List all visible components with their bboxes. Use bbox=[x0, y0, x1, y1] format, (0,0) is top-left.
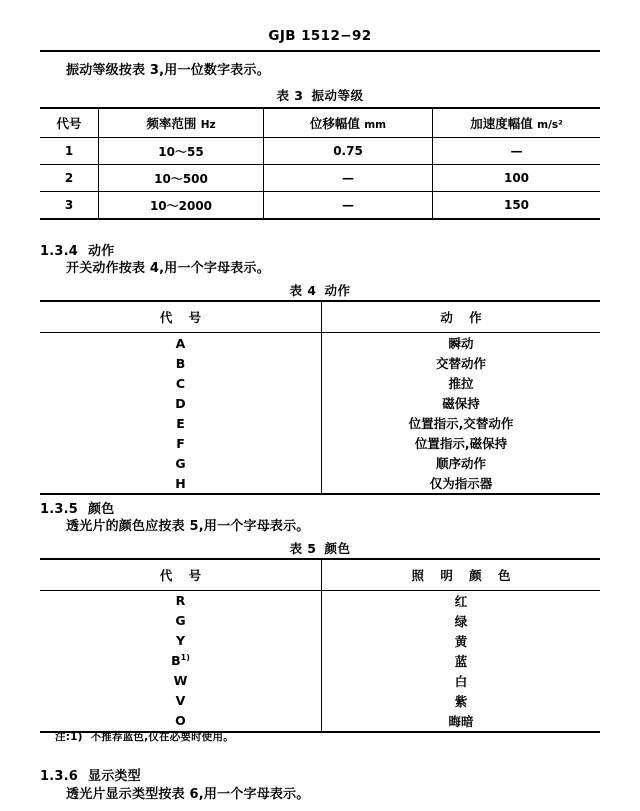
table3-col-header-acceleration-label: 加速度幅值 bbox=[470, 116, 533, 131]
table3-col-header-frequency-label: 频率范围 bbox=[146, 116, 197, 131]
table5-code-letter: Y bbox=[175, 633, 186, 649]
table4-cell-action: 瞬动 bbox=[448, 336, 474, 351]
table4-cell-code: A bbox=[40, 333, 322, 354]
table5-footnote-label: 注:1) bbox=[55, 731, 83, 743]
table4-cell-code: B bbox=[40, 353, 322, 373]
table5-cell-color: 红 bbox=[454, 594, 468, 609]
table5-header-row bbox=[40, 559, 600, 591]
table5-caption-title: 颜色 bbox=[324, 541, 351, 556]
table5-cell-code bbox=[40, 631, 322, 651]
section-134-paragraph: 开关动作按表 4,用一个字母表示。 bbox=[66, 261, 270, 276]
table5-head bbox=[40, 559, 600, 591]
table3-col-header-displacement-unit: mm bbox=[364, 119, 387, 131]
table3-cell-frequency: 10～500 bbox=[99, 165, 264, 192]
table3-col-header-displacement bbox=[264, 108, 433, 138]
table-row bbox=[40, 353, 600, 373]
table4-container bbox=[40, 300, 600, 495]
table5-caption bbox=[40, 539, 600, 557]
table4-cell-code: D bbox=[40, 393, 322, 413]
table3-caption-title: 振动等级 bbox=[311, 88, 364, 103]
table5-col-header-code: 代 号 bbox=[40, 559, 322, 591]
table3-cell-code: 3 bbox=[40, 192, 99, 220]
table-row bbox=[40, 433, 600, 453]
table3-col-header-displacement-label: 位移幅值 bbox=[309, 116, 360, 131]
table3-container bbox=[40, 107, 600, 220]
table5-cell-color: 绿 bbox=[454, 614, 468, 629]
table4-caption-number: 表 4 bbox=[289, 283, 317, 298]
table5-code-letter: O bbox=[175, 713, 186, 729]
table-row bbox=[40, 393, 600, 413]
table5-code-letter: V bbox=[175, 693, 186, 709]
table4-cell-action: 推拉 bbox=[448, 376, 474, 391]
table5-col-header-color: 照 明 颜 色 bbox=[322, 559, 601, 591]
table5-caption-number: 表 5 bbox=[289, 541, 317, 556]
section-136-paragraph: 透光片显示类型按表 6,用一个字母表示。 bbox=[66, 787, 310, 802]
table5-cell-code bbox=[40, 691, 322, 711]
table4-cell-action: 交替动作 bbox=[435, 356, 486, 371]
table-row bbox=[40, 671, 600, 691]
table4-cell-code: G bbox=[40, 453, 322, 473]
table4-caption-title: 动作 bbox=[324, 283, 351, 298]
table3-col-header-code bbox=[40, 108, 99, 138]
table-row bbox=[40, 373, 600, 393]
table3-cell-acceleration: 150 bbox=[503, 198, 530, 212]
table5 bbox=[40, 558, 600, 733]
table-row bbox=[40, 631, 600, 651]
table3-cell-displacement: — bbox=[264, 165, 433, 192]
header-divider bbox=[40, 50, 600, 52]
page-header bbox=[40, 28, 600, 44]
table5-code-letter: B bbox=[171, 653, 181, 669]
table-row bbox=[40, 192, 600, 220]
table4-cell-action: 磁保持 bbox=[442, 396, 480, 411]
table5-cell-color: 蓝 bbox=[454, 654, 468, 669]
table3-col-header-frequency bbox=[99, 108, 264, 138]
table4-header-row bbox=[40, 301, 600, 333]
table-row bbox=[40, 591, 600, 612]
table3-cell-frequency: 10～55 bbox=[99, 138, 264, 165]
table3-cell-code: 1 bbox=[40, 138, 99, 165]
table3-col-header-frequency-unit: Hz bbox=[200, 119, 216, 131]
table5-cell-code bbox=[40, 591, 322, 612]
table3-cell-acceleration: 100 bbox=[433, 165, 601, 192]
table4-cell-code: C bbox=[40, 373, 322, 393]
standard-number: GJB 1512−92 bbox=[268, 28, 372, 44]
table5-code-note-mark: 1) bbox=[180, 653, 190, 663]
table-row bbox=[40, 333, 600, 354]
table3-cell-displacement: — bbox=[264, 192, 433, 220]
table5-code-letter: R bbox=[175, 593, 186, 609]
section-136-number: 1.3.6 bbox=[40, 769, 79, 784]
table5-footnote bbox=[55, 729, 600, 744]
table5-cell-code bbox=[40, 671, 322, 691]
section-134-title: 动作 bbox=[88, 244, 115, 259]
table5-body bbox=[40, 591, 600, 733]
table3-body bbox=[40, 138, 600, 220]
section-135-number: 1.3.5 bbox=[40, 502, 79, 517]
table5-cell-color: 晦暗 bbox=[448, 714, 474, 729]
table3-cell-acceleration: — bbox=[433, 138, 601, 165]
table3-cell-displacement: 0.75 bbox=[264, 138, 433, 165]
table3-head bbox=[40, 108, 600, 138]
table4 bbox=[40, 300, 600, 495]
table4-cell-code: H bbox=[40, 473, 322, 494]
table-row bbox=[40, 413, 600, 433]
table5-cell-code bbox=[40, 611, 322, 631]
table5-cell-color: 黄 bbox=[454, 634, 468, 649]
table-row bbox=[40, 473, 600, 494]
table4-cell-code: E bbox=[40, 413, 322, 433]
table4-col-header-code: 代 号 bbox=[40, 301, 322, 333]
table5-footnote-text: 不推荐蓝色,仅在必要时使用。 bbox=[90, 731, 234, 743]
table-row bbox=[40, 651, 600, 671]
section-heading-135 bbox=[40, 498, 600, 517]
table4-col-header-action: 动 作 bbox=[322, 301, 601, 333]
table5-cell-color: 白 bbox=[454, 674, 468, 689]
table3-cell-code: 2 bbox=[40, 165, 99, 192]
table4-cell-action: 顺序动作 bbox=[435, 456, 486, 471]
table3-header-row bbox=[40, 108, 600, 138]
table-row bbox=[40, 453, 600, 473]
table-row bbox=[40, 138, 600, 165]
table5-cell-color: 紫 bbox=[454, 694, 468, 709]
table5-code-letter: W bbox=[173, 673, 188, 689]
table4-head bbox=[40, 301, 600, 333]
table4-cell-action: 位置指示,磁保持 bbox=[414, 436, 508, 451]
table3-caption bbox=[40, 86, 600, 104]
table4-cell-action: 位置指示,交替动作 bbox=[408, 416, 514, 431]
table3-caption-number: 表 3 bbox=[276, 88, 304, 103]
table-row bbox=[40, 611, 600, 631]
table-row bbox=[40, 691, 600, 711]
table4-cell-action: 仅为指示器 bbox=[429, 476, 493, 491]
table3-col-header-code-label: 代号 bbox=[56, 116, 82, 131]
table5-cell-code bbox=[40, 651, 322, 671]
table4-cell-code: F bbox=[40, 433, 322, 453]
table5-code-letter: G bbox=[175, 613, 186, 629]
table-row bbox=[40, 165, 600, 192]
table3-col-header-acceleration bbox=[433, 108, 601, 138]
table3-col-header-acceleration-unit: m/s² bbox=[537, 119, 563, 131]
table4-body bbox=[40, 333, 600, 495]
vibration-intro-paragraph: 振动等级按表 3,用一位数字表示。 bbox=[66, 63, 270, 78]
section-135-title: 颜色 bbox=[88, 502, 115, 517]
table3 bbox=[40, 107, 600, 220]
section-heading-136 bbox=[40, 765, 600, 784]
table4-caption bbox=[40, 281, 600, 299]
section-135-paragraph: 透光片的颜色应按表 5,用一个字母表示。 bbox=[66, 519, 310, 534]
section-heading-134 bbox=[40, 240, 600, 259]
section-134-number: 1.3.4 bbox=[40, 244, 79, 259]
section-136-title: 显示类型 bbox=[88, 769, 141, 784]
table3-cell-frequency: 10～2000 bbox=[99, 192, 264, 220]
table5-container bbox=[40, 558, 600, 733]
